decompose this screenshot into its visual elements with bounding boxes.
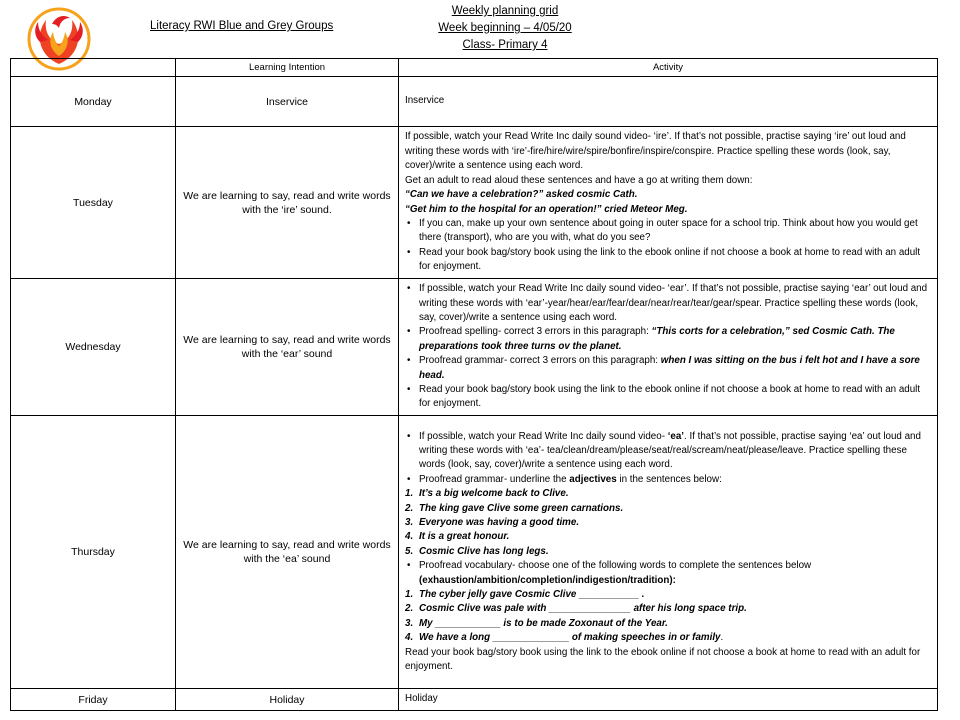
activity-monday: Inservice <box>399 77 938 127</box>
header-row <box>11 59 938 77</box>
row-friday <box>11 689 938 711</box>
li-friday: Holiday <box>176 689 399 711</box>
sentence-text: Cosmic Clive was pale with _______________ after his long space trip. <box>419 603 747 615</box>
wednesday-bullet: • If possible, watch your Read Write Inc daily sound video- ‘ear’. If that’s not possible, practise saying ‘ear’ out loud and writing these words with ‘ear’-year/hear/ear/fear/dear/near/rear/tear/gear/spear. Practice spelling these words (look, say, cover)/write a sentence using each word. <box>405 282 932 325</box>
list-number: 4. <box>405 632 414 644</box>
thursday-word-choices: (exhaustion/ambition/completion/indigestion/tradition): <box>419 574 676 586</box>
thursday-adjective-sentence <box>405 530 932 544</box>
tuesday-bullet: • Read your book bag/story book using the link to the ebook online if not choose a book at home to read with an adult for enjoyment. <box>405 246 932 275</box>
header-learning-intention: Learning Intention <box>176 59 399 77</box>
thursday-adjectives-word: adjectives <box>569 473 617 485</box>
list-number: 2. <box>405 603 414 615</box>
list-number: 1. <box>405 589 414 601</box>
subject-title: Literacy RWI Blue and Grey Groups <box>150 20 334 32</box>
li-monday: Inservice <box>176 77 399 127</box>
sentence-text: The cyber jelly gave Cosmic Clive ___________ . <box>419 589 645 601</box>
wednesday-bullet-text: Proofread spelling- correct 3 errors in this paragraph: <box>419 326 652 338</box>
thursday-vocab-sentence <box>405 617 932 631</box>
day-thursday: Thursday <box>11 416 176 689</box>
thursday-vocab-sentence <box>405 631 932 645</box>
thursday-bullet <box>405 559 932 588</box>
thursday-bullet-text: . If that’s not possible, practise saying ‘ea’ out loud and writing these words with ‘ea’- tea/clean/dream/please/seat/real/scream/neat/please/leave. Practice spelling these words (look, say, cover)/write a sentence using each word. <box>419 430 921 471</box>
sentence-text: It’s a big welcome back to Clive. <box>419 488 569 500</box>
heading-line-2: Week beginning – 4/05/20 <box>438 22 572 34</box>
header-day-cell <box>11 59 176 77</box>
heading-line-1: Weekly planning grid <box>451 5 559 17</box>
list-number: 3. <box>405 516 414 528</box>
day-monday: Monday <box>11 77 176 127</box>
thursday-sound: ‘ea’ <box>667 430 685 442</box>
thursday-bullet <box>405 430 932 473</box>
li-wednesday: We are learning to say, read and write words with the ‘ear’ sound <box>176 279 399 416</box>
wednesday-grammar-paragraph: when I was sitting on the bus i felt hot and I have a sore head. <box>419 355 920 381</box>
row-wednesday <box>11 279 938 416</box>
activity-wednesday <box>399 279 938 416</box>
tuesday-sentence: “Can we have a celebration?” asked cosmic Cath. <box>405 189 638 201</box>
thursday-bullet-text: in the sentences below: <box>616 473 722 485</box>
heading-line-3: Class- Primary 4 <box>462 39 548 51</box>
thursday-bullet-text: Proofread grammar- underline the <box>419 473 570 485</box>
thursday-bullet <box>405 473 932 487</box>
sentence-text: The king gave Clive some green carnations. <box>419 502 624 514</box>
tuesday-activity-text: Get an adult to read aloud these sentences and have a go at writing them down: <box>405 174 753 186</box>
list-number: 1. <box>405 488 414 500</box>
sentence-text: It is a great honour. <box>419 531 510 543</box>
activity-thursday <box>399 416 938 689</box>
thursday-adjective-sentence <box>405 516 932 530</box>
header-activity: Activity <box>399 59 938 77</box>
thursday-adjective-sentence <box>405 502 932 516</box>
activity-tuesday <box>399 127 938 279</box>
list-number: 2. <box>405 502 414 514</box>
tuesday-sentence: “Get him to the hospital for an operation!” cried Meteor Meg. <box>405 203 688 215</box>
wednesday-bullet: • Read your book bag/story book using the link to the ebook online if not choose a book at home to read with an adult for enjoyment. <box>405 383 932 412</box>
planning-grid <box>10 58 938 711</box>
li-tuesday: We are learning to say, read and write words with the ‘ire’ sound. <box>176 127 399 279</box>
list-number: 4. <box>405 531 414 543</box>
sentence-text: My ____________ is to be made Zoxonaut of the Year. <box>419 617 668 629</box>
thursday-bullet-text: Proofread vocabulary- choose one of the following words to complete the sentences below <box>419 560 812 572</box>
li-thursday: We are learning to say, read and write words with the ‘ea’ sound <box>176 416 399 689</box>
day-tuesday: Tuesday <box>11 127 176 279</box>
day-friday: Friday <box>11 689 176 711</box>
wednesday-spelling-paragraph: “This corts for a celebration,” sed Cosmic Cath. The preparations took three turns ov the planet. <box>419 326 895 352</box>
wednesday-bullet-text: Proofread grammar- correct 3 errors on this paragraph: <box>419 355 661 367</box>
sentence-period: . <box>720 632 724 644</box>
list-number: 5. <box>405 545 414 557</box>
wednesday-bullet <box>405 354 932 383</box>
row-thursday <box>11 416 938 689</box>
thursday-reading-text: Read your book bag/story book using the link to the ebook online if not choose a book at home to read with an adult for enjoyment. <box>405 646 921 673</box>
day-wednesday: Wednesday <box>11 279 176 416</box>
tuesday-bullet: • If you can, make up your own sentence about going in outer space for a school trip. Think about how you would get there (transport), who are you with, what do you see? <box>405 217 932 246</box>
sentence-text: Everyone was having a good time. <box>419 516 580 528</box>
thursday-adjective-sentence <box>405 545 932 559</box>
thursday-adjective-sentence <box>405 487 932 501</box>
thursday-vocab-sentence <box>405 602 932 616</box>
list-number: 3. <box>405 617 414 629</box>
sentence-text: We have a long ______________ of making speeches in or family <box>419 632 721 644</box>
thursday-bullet-text: If possible, watch your Read Write Inc daily sound video- <box>419 430 668 442</box>
tuesday-activity-text: If possible, watch your Read Write Inc daily sound video- ‘ire’. If that’s not possible, practise saying ‘ire’ out loud and writing these words with ‘ire’-fire/hire/wire/spire/bonfire/inspire/conspire. Practice spelling these words (look, say, cover)/write a sentence using each word. <box>405 131 906 172</box>
sentence-text: Cosmic Clive has long legs. <box>419 545 549 557</box>
thursday-vocab-sentence <box>405 588 932 602</box>
activity-friday: Holiday <box>399 689 938 711</box>
row-tuesday <box>11 127 938 279</box>
wednesday-bullet <box>405 325 932 354</box>
page-heading <box>400 3 610 54</box>
row-monday <box>11 77 938 127</box>
